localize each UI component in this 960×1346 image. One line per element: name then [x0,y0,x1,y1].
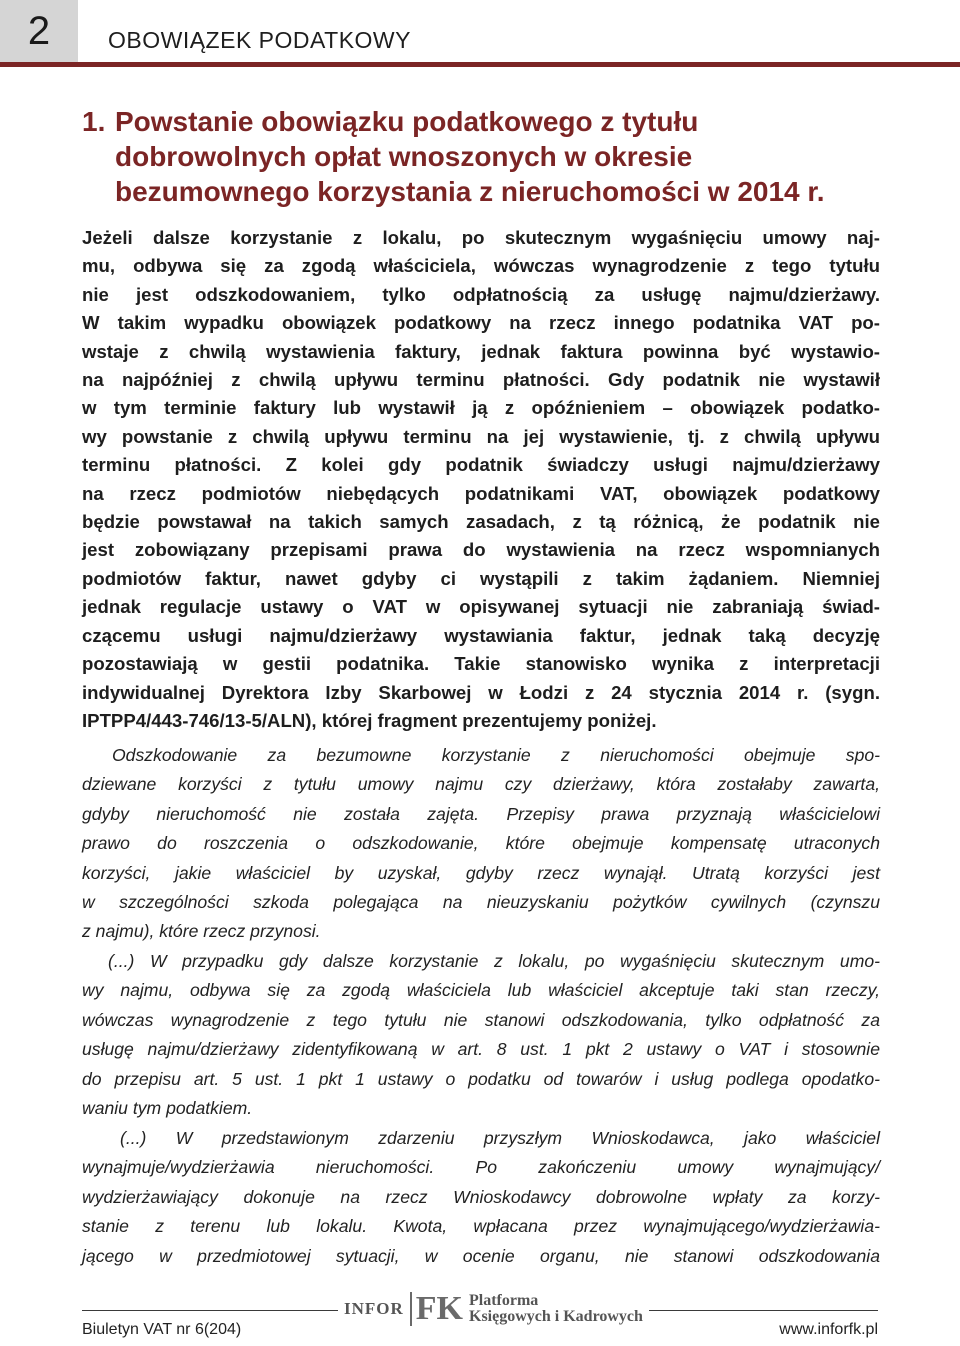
website-link[interactable]: www.inforfk.pl [779,1321,878,1338]
lead-line: jednak regulacje ustawy o VAT w opisywanej sytuacji nie zabraniają świad- [82,596,880,618]
quote-line: gdyby nieruchomość nie została zajęta. Przepisy prawa przyznają właścicielowi [82,803,880,824]
logo-infor-text: INFOR [344,1299,404,1318]
lead-line: indywidualnej Dyrektora Izby Skarbowej w Łodzi z 24 stycznia 2014 r. (sygn. [82,681,880,703]
quote-line: Odszkodowanie za bezumowne korzystanie z nieruchomości obejmuje spo- [112,745,880,765]
infor-fk-logo [338,1289,649,1329]
lead-line: mu, odbywa się za zgodą właściciela, wówczas wynagrodzenie z tego tytułu [82,255,880,277]
quote-line: wydzierżawiający dokonuje na rzecz Wnioskodawcy dobrowolne wpłaty za korzy- [82,1186,880,1207]
quote-paragraph-1 [82,741,880,947]
heading-line-3: bezumownego korzystania z nieruchomości w 2014 r. [115,176,825,207]
quote-line: do przepisu art. 5 ust. 1 pkt 1 ustawy o podatku od towarów i usług podlega opodatko- [82,1068,880,1089]
lead-line: w tym terminie faktury lub wystawił ją z opóźnieniem – obowiązek podatko- [82,397,880,419]
lead-line: wstaje z chwilą wystawienia faktury, jednak faktura powinna być wystawio- [82,340,880,362]
quote-line: (...) W przedstawionym zdarzeniu przyszłym Wnioskodawca, jako właściciel [120,1128,880,1148]
publication-info: Biuletyn VAT nr 6(204) [82,1321,242,1338]
quote-paragraph-3 [82,1124,880,1271]
lead-paragraph [82,224,880,735]
quote-line: usługę najmu/dzierżawy zidentyfikowaną w art. 8 ust. 1 pkt 2 ustawy o VAT i stosownie [82,1039,880,1060]
logo-line-1: Platforma [469,1292,539,1309]
quote-line: wynajmuje/wydzierżawia nieruchomości. Po zakończeniu umowy wynajmujący/ [82,1157,880,1178]
quote-line: (...) W przypadku gdy dalsze korzystanie z lokalu, po wygaśnięciu skutecznym umo- [108,951,880,971]
quote-line: jącego w przedmiotowej sytuacji, w ocenie organu, nie stanowi odszkodowania [82,1245,880,1266]
lead-line: IPTPP4/443-746/13-5/ALN), której fragment prezentujemy poniżej. [82,709,657,731]
heading-line-1-text: Powstanie obowiązku podatkowego z tytułu [115,106,699,137]
heading-line-2: dobrowolnych opłat wnoszonych w okresie [115,141,693,172]
quote-line: wówczas wynagrodzenie z tego tytułu nie stanowi odszkodowania, tylko odpłatność za [82,1009,880,1030]
page-number-box [0,0,78,62]
logo-fk-mark: FK [410,1292,463,1326]
lead-line: pozostawiają w gestii podatnika. Takie stanowisko wynika z interpretacji [82,653,880,675]
lead-line: nie jest odszkodowaniem, tylko odpłatnością za usługę najmu/dzierżawy. [82,283,880,305]
heading-line-1 [82,104,902,139]
header-rule [0,62,960,67]
quote-line: wy najmu, odbywa się za zgodą właściciela lub właściciel akceptuje taki stan rzeczy, [82,980,880,1001]
quote-line: z najmu), które rzecz przynosi. [82,921,321,942]
page-number: 2 [27,8,51,53]
lead-line: jest zobowiązany przepisami prawa do wystawienia na rzecz wspomnianych [82,539,880,561]
quote-line: w szczególności szkoda polegająca na nieuzyskaniu pożytków cywilnych (czynszu [82,892,880,913]
lead-line: terminu płatności. Z kolei gdy podatnik świadczy usługi najmu/dzierżawy [82,454,880,476]
logo-line-2: Księgowych i Kadrowych [469,1308,643,1325]
quote-line: waniu tym podatkiem. [82,1098,253,1119]
lead-line: na rzecz podmiotów niebędących podatnikami VAT, obowiązek podatkowy [82,482,880,504]
lead-line: Jeżeli dalsze korzystanie z lokalu, po skutecznym wygaśnięciu umowy naj- [82,227,880,248]
footer-rule-left [82,1310,338,1311]
footer-rule-right [648,1310,878,1311]
lead-line: czącemu usługi najmu/dzierżawy wystawiania faktur, jednak taką decyzję [82,624,880,646]
quote-line: prawo do roszczenia o odszkodowanie, które obejmuje kompensatę utraconych [82,833,880,854]
lead-line: podmiotów faktur, nawet gdyby ci wystąpili z takim żądaniem. Niemniej [82,567,880,589]
quote-line: dziewane korzyści z tytułu umowy najmu czy dzierżawy, która zostałaby zawarta, [82,774,880,795]
quote-line: stanie z terenu lub lokalu. Kwota, wpłacana przez wynajmującego/wydzierżawia- [82,1216,880,1237]
lead-line: W takim wypadku obowiązek podatkowy na rzecz innego podatnika VAT po- [82,312,880,334]
section-heading [82,104,902,209]
lead-line: na najpóźniej z chwilą upływu terminu płatności. Gdy podatnik nie wystawił [82,369,880,391]
running-header-title: OBOWIĄZEK PODATKOWY [108,27,411,53]
quote-paragraph-2 [82,947,880,1123]
heading-number: 1. [82,106,106,137]
quote-line: korzyści, jakie właściciel by uzyskał, gdyby rzecz wynajął. Utratą korzyści jest [82,862,880,883]
lead-line: wy powstanie z chwilą upływu terminu na jej wystawienie, tj. z chwilą upływu [82,425,880,447]
lead-line: będzie powstawał na takich samych zasadach, z tą różnicą, że podatnik nie [82,511,880,533]
logo-platform-text [469,1293,643,1325]
